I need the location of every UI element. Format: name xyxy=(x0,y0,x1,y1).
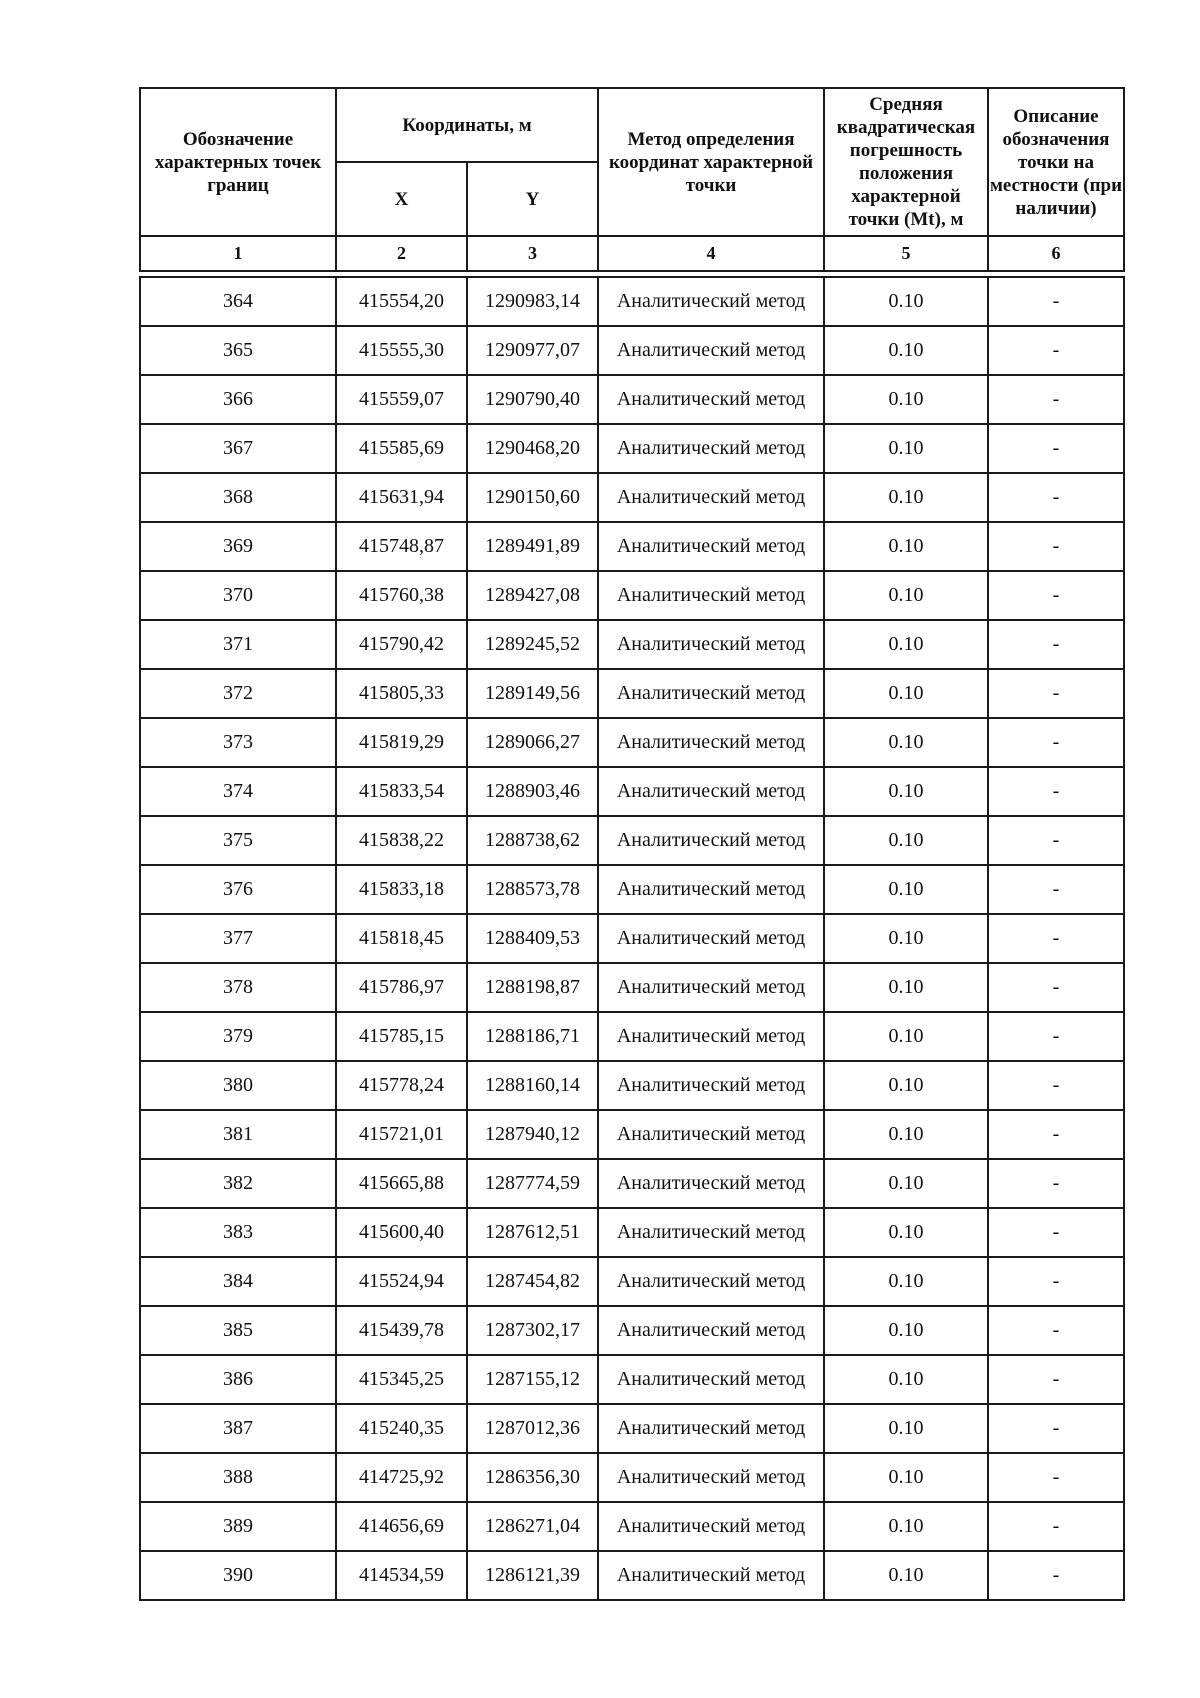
point-number-cell: 385 xyxy=(140,1306,336,1355)
point-number-cell: 390 xyxy=(140,1551,336,1600)
column-number: 1 xyxy=(140,236,336,271)
mean-square-error-cell: 0.10 xyxy=(824,718,988,767)
table-row xyxy=(140,669,1124,718)
point-number-cell: 381 xyxy=(140,1110,336,1159)
x-coordinate-cell: 414534,59 xyxy=(336,1551,467,1600)
y-coordinate-cell: 1290790,40 xyxy=(467,375,598,424)
table-header xyxy=(140,88,1124,277)
header-coordinates: Координаты, м xyxy=(336,88,598,162)
point-number-cell: 378 xyxy=(140,963,336,1012)
x-coordinate-cell: 415818,45 xyxy=(336,914,467,963)
table-row xyxy=(140,277,1124,326)
mean-square-error-cell: 0.10 xyxy=(824,669,988,718)
method-cell: Аналитический метод xyxy=(598,1061,824,1110)
x-coordinate-cell: 415585,69 xyxy=(336,424,467,473)
y-coordinate-cell: 1289149,56 xyxy=(467,669,598,718)
method-cell: Аналитический метод xyxy=(598,1159,824,1208)
mean-square-error-cell: 0.10 xyxy=(824,1551,988,1600)
y-coordinate-cell: 1286271,04 xyxy=(467,1502,598,1551)
mean-square-error-cell: 0.10 xyxy=(824,326,988,375)
table-row xyxy=(140,914,1124,963)
method-cell: Аналитический метод xyxy=(598,1306,824,1355)
x-coordinate-cell: 415240,35 xyxy=(336,1404,467,1453)
point-number-cell: 374 xyxy=(140,767,336,816)
point-number-cell: 387 xyxy=(140,1404,336,1453)
y-coordinate-cell: 1288903,46 xyxy=(467,767,598,816)
method-cell: Аналитический метод xyxy=(598,865,824,914)
table-row xyxy=(140,571,1124,620)
y-coordinate-cell: 1288186,71 xyxy=(467,1012,598,1061)
method-cell: Аналитический метод xyxy=(598,1502,824,1551)
x-coordinate-cell: 414725,92 xyxy=(336,1453,467,1502)
header-y: Y xyxy=(467,162,598,236)
table-row xyxy=(140,1257,1124,1306)
mean-square-error-cell: 0.10 xyxy=(824,522,988,571)
column-number: 2 xyxy=(336,236,467,271)
point-number-cell: 389 xyxy=(140,1502,336,1551)
description-cell: - xyxy=(988,914,1124,963)
method-cell: Аналитический метод xyxy=(598,914,824,963)
x-coordinate-cell: 415345,25 xyxy=(336,1355,467,1404)
y-coordinate-cell: 1289491,89 xyxy=(467,522,598,571)
point-number-cell: 373 xyxy=(140,718,336,767)
description-cell: - xyxy=(988,522,1124,571)
y-coordinate-cell: 1290150,60 xyxy=(467,473,598,522)
method-cell: Аналитический метод xyxy=(598,1012,824,1061)
point-number-cell: 367 xyxy=(140,424,336,473)
y-coordinate-cell: 1289245,52 xyxy=(467,620,598,669)
x-coordinate-cell: 415554,20 xyxy=(336,277,467,326)
description-cell: - xyxy=(988,326,1124,375)
table-row xyxy=(140,1453,1124,1502)
method-cell: Аналитический метод xyxy=(598,1110,824,1159)
x-coordinate-cell: 415805,33 xyxy=(336,669,467,718)
mean-square-error-cell: 0.10 xyxy=(824,1159,988,1208)
coordinates-table-sheet xyxy=(139,87,1123,1601)
table-row xyxy=(140,473,1124,522)
description-cell: - xyxy=(988,1502,1124,1551)
table-row xyxy=(140,522,1124,571)
y-coordinate-cell: 1287940,12 xyxy=(467,1110,598,1159)
mean-square-error-cell: 0.10 xyxy=(824,1453,988,1502)
description-cell: - xyxy=(988,1208,1124,1257)
x-coordinate-cell: 415439,78 xyxy=(336,1306,467,1355)
description-cell: - xyxy=(988,277,1124,326)
x-coordinate-cell: 415600,40 xyxy=(336,1208,467,1257)
method-cell: Аналитический метод xyxy=(598,571,824,620)
description-cell: - xyxy=(988,620,1124,669)
y-coordinate-cell: 1287012,36 xyxy=(467,1404,598,1453)
mean-square-error-cell: 0.10 xyxy=(824,1061,988,1110)
y-coordinate-cell: 1289427,08 xyxy=(467,571,598,620)
method-cell: Аналитический метод xyxy=(598,424,824,473)
mean-square-error-cell: 0.10 xyxy=(824,1404,988,1453)
table-row xyxy=(140,1159,1124,1208)
table-row xyxy=(140,963,1124,1012)
y-coordinate-cell: 1287612,51 xyxy=(467,1208,598,1257)
x-coordinate-cell: 415778,24 xyxy=(336,1061,467,1110)
y-coordinate-cell: 1289066,27 xyxy=(467,718,598,767)
point-number-cell: 379 xyxy=(140,1012,336,1061)
y-coordinate-cell: 1288409,53 xyxy=(467,914,598,963)
table-row xyxy=(140,816,1124,865)
y-coordinate-cell: 1288573,78 xyxy=(467,865,598,914)
point-number-cell: 368 xyxy=(140,473,336,522)
method-cell: Аналитический метод xyxy=(598,718,824,767)
description-cell: - xyxy=(988,865,1124,914)
mean-square-error-cell: 0.10 xyxy=(824,571,988,620)
method-cell: Аналитический метод xyxy=(598,620,824,669)
mean-square-error-cell: 0.10 xyxy=(824,1502,988,1551)
mean-square-error-cell: 0.10 xyxy=(824,620,988,669)
mean-square-error-cell: 0.10 xyxy=(824,1306,988,1355)
method-cell: Аналитический метод xyxy=(598,816,824,865)
column-number: 6 xyxy=(988,236,1124,271)
x-coordinate-cell: 415838,22 xyxy=(336,816,467,865)
y-coordinate-cell: 1287774,59 xyxy=(467,1159,598,1208)
table-row xyxy=(140,718,1124,767)
mean-square-error-cell: 0.10 xyxy=(824,865,988,914)
point-number-cell: 364 xyxy=(140,277,336,326)
method-cell: Аналитический метод xyxy=(598,1404,824,1453)
header-point-description: Описание обозначения точки на местности (при наличии) xyxy=(988,88,1124,236)
description-cell: - xyxy=(988,1159,1124,1208)
point-number-cell: 371 xyxy=(140,620,336,669)
mean-square-error-cell: 0.10 xyxy=(824,1110,988,1159)
y-coordinate-cell: 1290977,07 xyxy=(467,326,598,375)
method-cell: Аналитический метод xyxy=(598,277,824,326)
description-cell: - xyxy=(988,1110,1124,1159)
x-coordinate-cell: 415631,94 xyxy=(336,473,467,522)
x-coordinate-cell: 415786,97 xyxy=(336,963,467,1012)
description-cell: - xyxy=(988,1453,1124,1502)
x-coordinate-cell: 415524,94 xyxy=(336,1257,467,1306)
method-cell: Аналитический метод xyxy=(598,473,824,522)
y-coordinate-cell: 1288160,14 xyxy=(467,1061,598,1110)
table-row xyxy=(140,1306,1124,1355)
point-number-cell: 380 xyxy=(140,1061,336,1110)
point-number-cell: 375 xyxy=(140,816,336,865)
mean-square-error-cell: 0.10 xyxy=(824,767,988,816)
x-coordinate-cell: 415785,15 xyxy=(336,1012,467,1061)
x-coordinate-cell: 415833,54 xyxy=(336,767,467,816)
method-cell: Аналитический метод xyxy=(598,1257,824,1306)
y-coordinate-cell: 1287454,82 xyxy=(467,1257,598,1306)
table-row xyxy=(140,620,1124,669)
mean-square-error-cell: 0.10 xyxy=(824,1208,988,1257)
point-number-cell: 383 xyxy=(140,1208,336,1257)
point-number-cell: 386 xyxy=(140,1355,336,1404)
x-coordinate-cell: 415721,01 xyxy=(336,1110,467,1159)
method-cell: Аналитический метод xyxy=(598,1453,824,1502)
x-coordinate-cell: 415555,30 xyxy=(336,326,467,375)
table-row xyxy=(140,1061,1124,1110)
header-x: X xyxy=(336,162,467,236)
description-cell: - xyxy=(988,1257,1124,1306)
mean-square-error-cell: 0.10 xyxy=(824,375,988,424)
boundary-points-table xyxy=(139,87,1125,1601)
method-cell: Аналитический метод xyxy=(598,326,824,375)
point-number-cell: 372 xyxy=(140,669,336,718)
x-coordinate-cell: 414656,69 xyxy=(336,1502,467,1551)
method-cell: Аналитический метод xyxy=(598,1208,824,1257)
x-coordinate-cell: 415665,88 xyxy=(336,1159,467,1208)
mean-square-error-cell: 0.10 xyxy=(824,1012,988,1061)
method-cell: Аналитический метод xyxy=(598,1355,824,1404)
method-cell: Аналитический метод xyxy=(598,522,824,571)
table-row xyxy=(140,767,1124,816)
point-number-cell: 366 xyxy=(140,375,336,424)
y-coordinate-cell: 1286121,39 xyxy=(467,1551,598,1600)
description-cell: - xyxy=(988,473,1124,522)
method-cell: Аналитический метод xyxy=(598,669,824,718)
header-mean-square-error: Средняя квадратическая погрешность положения характерной точки (Mt), м xyxy=(824,88,988,236)
mean-square-error-cell: 0.10 xyxy=(824,1355,988,1404)
table-body xyxy=(140,277,1124,1600)
point-number-cell: 388 xyxy=(140,1453,336,1502)
description-cell: - xyxy=(988,571,1124,620)
mean-square-error-cell: 0.10 xyxy=(824,1257,988,1306)
mean-square-error-cell: 0.10 xyxy=(824,277,988,326)
x-coordinate-cell: 415833,18 xyxy=(336,865,467,914)
point-number-cell: 382 xyxy=(140,1159,336,1208)
table-row xyxy=(140,424,1124,473)
method-cell: Аналитический метод xyxy=(598,375,824,424)
x-coordinate-cell: 415559,07 xyxy=(336,375,467,424)
description-cell: - xyxy=(988,718,1124,767)
description-cell: - xyxy=(988,1355,1124,1404)
method-cell: Аналитический метод xyxy=(598,1551,824,1600)
mean-square-error-cell: 0.10 xyxy=(824,963,988,1012)
column-number: 4 xyxy=(598,236,824,271)
table-row xyxy=(140,865,1124,914)
method-cell: Аналитический метод xyxy=(598,767,824,816)
y-coordinate-cell: 1287155,12 xyxy=(467,1355,598,1404)
table-row xyxy=(140,326,1124,375)
header-method: Метод определения координат характерной точки xyxy=(598,88,824,236)
y-coordinate-cell: 1288198,87 xyxy=(467,963,598,1012)
header-point-designation: Обозначение характерных точек границ xyxy=(140,88,336,236)
point-number-cell: 377 xyxy=(140,914,336,963)
table-row xyxy=(140,375,1124,424)
description-cell: - xyxy=(988,816,1124,865)
column-numbers-row xyxy=(140,236,1124,271)
y-coordinate-cell: 1287302,17 xyxy=(467,1306,598,1355)
mean-square-error-cell: 0.10 xyxy=(824,914,988,963)
column-number: 5 xyxy=(824,236,988,271)
x-coordinate-cell: 415760,38 xyxy=(336,571,467,620)
y-coordinate-cell: 1290468,20 xyxy=(467,424,598,473)
description-cell: - xyxy=(988,1551,1124,1600)
x-coordinate-cell: 415790,42 xyxy=(336,620,467,669)
description-cell: - xyxy=(988,1061,1124,1110)
table-row xyxy=(140,1404,1124,1453)
table-row xyxy=(140,1551,1124,1600)
mean-square-error-cell: 0.10 xyxy=(824,473,988,522)
description-cell: - xyxy=(988,963,1124,1012)
point-number-cell: 376 xyxy=(140,865,336,914)
x-coordinate-cell: 415819,29 xyxy=(336,718,467,767)
point-number-cell: 370 xyxy=(140,571,336,620)
point-number-cell: 369 xyxy=(140,522,336,571)
description-cell: - xyxy=(988,424,1124,473)
x-coordinate-cell: 415748,87 xyxy=(336,522,467,571)
mean-square-error-cell: 0.10 xyxy=(824,816,988,865)
y-coordinate-cell: 1286356,30 xyxy=(467,1453,598,1502)
table-row xyxy=(140,1110,1124,1159)
y-coordinate-cell: 1288738,62 xyxy=(467,816,598,865)
description-cell: - xyxy=(988,1012,1124,1061)
description-cell: - xyxy=(988,375,1124,424)
description-cell: - xyxy=(988,1306,1124,1355)
point-number-cell: 384 xyxy=(140,1257,336,1306)
description-cell: - xyxy=(988,767,1124,816)
description-cell: - xyxy=(988,1404,1124,1453)
table-row xyxy=(140,1012,1124,1061)
column-number: 3 xyxy=(467,236,598,271)
mean-square-error-cell: 0.10 xyxy=(824,424,988,473)
table-row xyxy=(140,1355,1124,1404)
description-cell: - xyxy=(988,669,1124,718)
table-row xyxy=(140,1502,1124,1551)
method-cell: Аналитический метод xyxy=(598,963,824,1012)
point-number-cell: 365 xyxy=(140,326,336,375)
y-coordinate-cell: 1290983,14 xyxy=(467,277,598,326)
table-row xyxy=(140,1208,1124,1257)
